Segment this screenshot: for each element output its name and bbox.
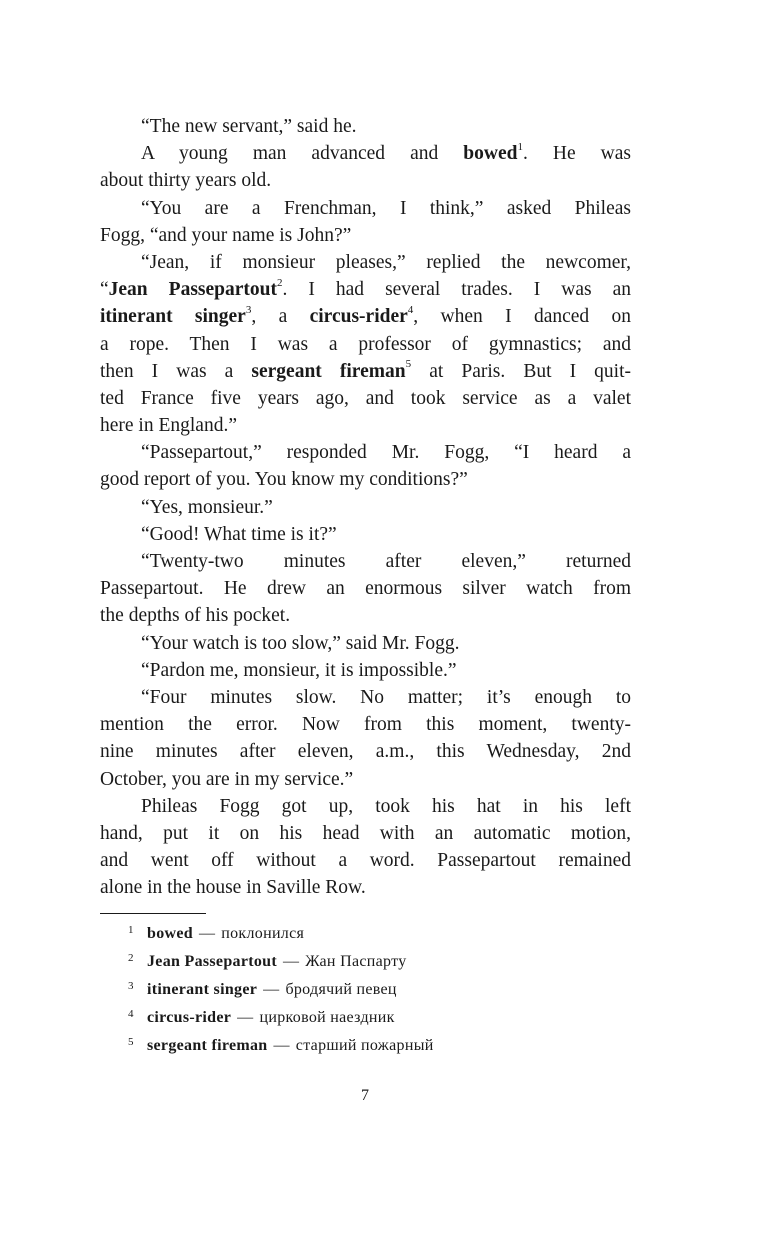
text-line <box>100 820 631 847</box>
footnote-marker: 2 <box>277 276 283 289</box>
text-run: ted France five years ago, and took service as a valet <box>100 387 631 409</box>
footnote-divider <box>100 913 206 914</box>
text-line <box>100 412 631 439</box>
text-line <box>100 276 631 303</box>
text-run: good report of you. You know my conditions?” <box>100 469 468 491</box>
glossary-term: bowed <box>463 143 518 165</box>
text-run: “Pardon me, monsieur, it is impossible.” <box>141 659 457 681</box>
text-run: . He was <box>522 143 631 165</box>
footnote-number: 3 <box>128 980 134 992</box>
footnote-item <box>128 1004 628 1032</box>
footnote-dash: — <box>198 925 216 942</box>
text-run: then I was a <box>100 360 252 382</box>
text-line <box>100 249 631 276</box>
footnote-marker: 3 <box>245 303 252 316</box>
glossary-term: circus-rider <box>309 306 408 328</box>
footnote-item <box>128 920 628 948</box>
text-line <box>100 847 631 874</box>
text-run: “Passepartout,” responded Mr. Fogg, “I heard a <box>141 442 631 464</box>
text-run: here in England.” <box>100 415 237 437</box>
footnote-translation: поклонился <box>221 925 305 942</box>
footnote-item <box>128 976 628 1004</box>
text-run: nine minutes after eleven, a.m., this Wednesday, 2nd <box>100 741 631 763</box>
text-line <box>100 195 631 222</box>
text-run: and went off without a word. Passepartout remained <box>100 850 631 872</box>
text-line <box>100 222 631 249</box>
footnote-dash: — <box>263 981 280 998</box>
text-run: , when I danced on <box>413 306 632 328</box>
text-line <box>100 738 631 765</box>
text-run: the depths of his pocket. <box>100 605 291 627</box>
text-line <box>100 575 631 602</box>
text-line <box>100 793 631 820</box>
text-line <box>100 167 631 194</box>
footnote-dash: — <box>282 953 300 970</box>
text-line <box>100 684 631 711</box>
footnote-number: 1 <box>128 924 134 936</box>
footnote-dash: — <box>273 1037 290 1054</box>
text-line <box>100 602 631 629</box>
text-line <box>100 494 631 521</box>
footnote-translation: цирковой наездник <box>259 1009 395 1026</box>
text-run: “Your watch is too slow,” said Mr. Fogg. <box>141 632 460 654</box>
text-run: hand, put it on his head with an automatic motion, <box>100 822 631 844</box>
footnote-translation: Жан Паспарту <box>305 953 407 970</box>
footnote-item <box>128 948 628 976</box>
text-run: “Four minutes slow. No matter; it’s enough to <box>141 686 631 708</box>
footnote-translation: бродячий певец <box>285 981 397 998</box>
text-run: “Twenty-two minutes after eleven,” returned <box>141 551 631 572</box>
text-run: “You are a Frenchman, I think,” asked Phileas <box>141 197 631 219</box>
text-run: “ <box>100 279 109 301</box>
text-line <box>100 385 631 412</box>
text-run: a rope. Then I was a professor of gymnastics; and <box>100 333 631 355</box>
text-line <box>100 113 631 140</box>
text-line <box>100 874 631 901</box>
footnote-item <box>128 1032 628 1060</box>
glossary-term: Jean Passepartout <box>108 279 277 301</box>
footnote-number: 5 <box>128 1036 134 1048</box>
page-body <box>100 113 631 901</box>
text-run: Fogg, “and your name is John?” <box>100 224 352 246</box>
text-run: Passepartout. He drew an enormous silver watch from <box>100 578 631 600</box>
text-run: “Yes, monsieur.” <box>141 496 273 518</box>
text-run: , a <box>251 306 310 328</box>
footnote-marker: 4 <box>407 303 414 316</box>
text-run: about thirty years old. <box>100 170 272 192</box>
text-run: A young man advanced and <box>141 143 464 165</box>
page-number: 7 <box>361 1087 369 1104</box>
body-text <box>100 113 631 901</box>
text-run: “Good! What time is it?” <box>141 523 337 545</box>
text-run: “Jean, if monsieur pleases,” replied the newcomer, <box>141 251 631 273</box>
footnote-number: 4 <box>128 1008 134 1020</box>
text-run: mention the error. Now from this moment, twenty- <box>100 714 631 736</box>
glossary-term: sergeant fireman <box>251 360 406 382</box>
footnote-term: bowed <box>147 925 193 942</box>
text-line <box>100 548 631 575</box>
footnote-marker: 1 <box>517 140 523 153</box>
text-line <box>100 140 631 167</box>
footnote-term: sergeant fireman <box>147 1037 268 1054</box>
footnote-term: Jean Passepartout <box>147 953 277 970</box>
footnote-dash: — <box>237 1009 254 1026</box>
footnote-translation: старший пожарный <box>295 1037 434 1054</box>
text-line <box>100 657 631 684</box>
text-line <box>100 466 631 493</box>
footnote-term: itinerant singer <box>147 981 258 998</box>
footnote-term: circus-rider <box>147 1009 232 1026</box>
footnote-marker: 5 <box>405 358 412 371</box>
text-run: at Paris. But I quit- <box>411 360 631 382</box>
text-line <box>100 358 631 385</box>
text-line <box>100 439 631 466</box>
text-run: . I had several trades. I was an <box>282 279 631 301</box>
text-run: alone in the house in Saville Row. <box>100 877 366 899</box>
text-run: October, you are in my service.” <box>100 768 354 790</box>
text-line <box>100 630 631 657</box>
text-line <box>100 766 631 793</box>
text-line <box>100 521 631 548</box>
text-line <box>100 711 631 738</box>
text-line <box>100 331 631 358</box>
glossary-term: itinerant singer <box>100 306 246 328</box>
footnote-number: 2 <box>128 952 134 964</box>
text-line <box>100 303 631 330</box>
text-run: “The new servant,” said he. <box>141 116 357 137</box>
text-run: Phileas Fogg got up, took his hat in his left <box>141 795 631 817</box>
footnotes <box>128 920 628 1060</box>
